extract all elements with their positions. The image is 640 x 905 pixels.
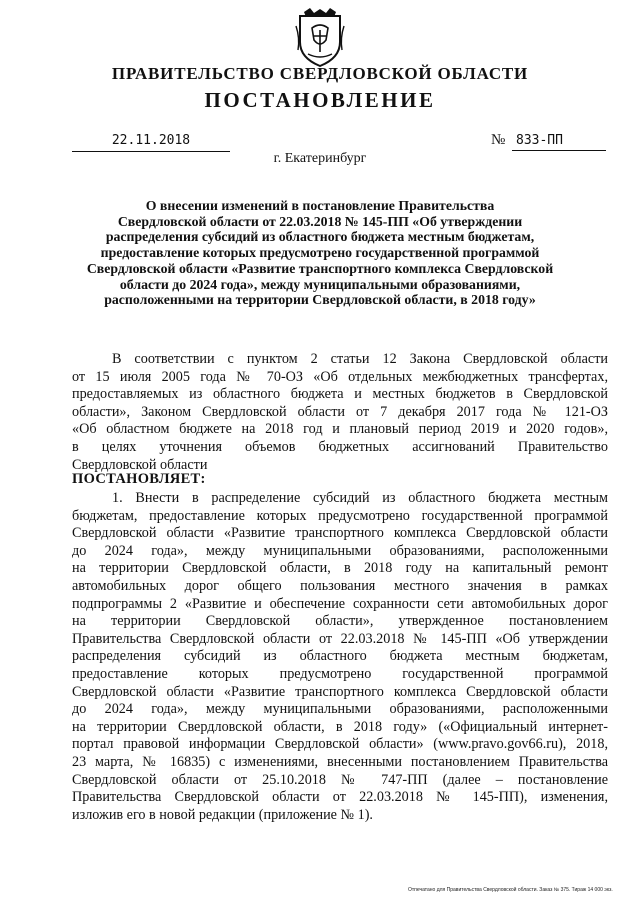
city-name: г. Екатеринбург xyxy=(273,151,367,166)
title-line: Свердловской области «Развитие транспортного комплекса Свердловской xyxy=(86,260,554,276)
item-line: до 2024 года», между муниципальными образованиями, расположенными xyxy=(72,542,608,559)
item-line: Свердловской области «Развитие транспортного комплекса Свердловской области xyxy=(72,525,608,542)
item-line: подпрограммы 2 «Развитие и обеспечение сохранности сети автомобильных дорог xyxy=(72,595,608,612)
item-line: Правительства Свердловской области от 22.03.2018 № 145-ПП «Об утверждении xyxy=(72,630,608,647)
document-type: ПОСТАНОВЛЕНИЕ xyxy=(204,88,436,112)
preamble-line: В соответствии с пунктом 2 статьи 12 Закона Свердловской области xyxy=(112,351,608,367)
document-date: 22.11.2018 xyxy=(72,133,230,152)
item-line: 23 марта, № 16835) с изменениями, внесенными постановлением Правительства xyxy=(72,753,608,770)
item-line: на территории Свердловской области, в 2018 году» («Официальный интернет- xyxy=(72,718,608,735)
item-line: портал правовой информации Свердловской области» (www.pravo.gov66.ru), 2018, xyxy=(72,736,608,753)
preamble-line: Свердловской области xyxy=(72,456,208,473)
title-line: распределения субсидий из областного бюджета местным бюджетам, xyxy=(105,229,535,245)
item-line: Свердловской области от 25.10.2018 № 747-ПП (далее – постановление xyxy=(72,771,608,788)
item-line: распределения субсидий из областного бюджета местным бюджетам, xyxy=(72,648,608,665)
document-title xyxy=(70,198,570,308)
coat-of-arms-icon xyxy=(294,8,346,68)
print-footer: Отпечатано для Правительства Свердловской области. Заказ № 375. Тираж 14 000 экз. xyxy=(408,887,613,893)
preamble-line: области», Законом Свердловской области от 7 декабря 2017 года № 121-ОЗ xyxy=(72,403,608,420)
item-line: автомобильных дорог общего пользования местного значения в рамках xyxy=(72,577,608,594)
title-line: расположенными на территории Свердловской области, в 2018 году» xyxy=(104,292,536,308)
item-line: 1. Внести в распределение субсидий из областного бюджета местным xyxy=(112,490,608,506)
preamble-paragraph xyxy=(72,351,608,474)
document-number: 833-ПП xyxy=(512,133,606,151)
item-1-paragraph xyxy=(72,490,608,824)
item-line: изложив его в новой редакции (приложение № 1). xyxy=(72,806,373,823)
title-line: Свердловской области от 22.03.2018 № 145-ПП «Об утверждении xyxy=(117,213,523,229)
item-line: на территории Свердловской области, в 2018 году на капитальный ремонт xyxy=(72,560,608,577)
preamble-line: от 15 июля 2005 года № 70-ОЗ «Об отдельных межбюджетных трансфертах, xyxy=(72,368,608,385)
preamble-line: предоставляемых из областного бюджета и местных бюджетов в Свердловской xyxy=(72,386,608,403)
item-line: Свердловской области «Развитие транспортного комплекса Свердловской области xyxy=(72,683,608,700)
government-name: ПРАВИТЕЛЬСТВО СВЕРДЛОВСКОЙ ОБЛАСТИ xyxy=(111,64,529,83)
title-line: О внесении изменений в постановление Правительства xyxy=(145,198,495,213)
item-line: до 2024 года», между муниципальными образованиями, расположенными xyxy=(72,701,608,718)
item-line: предоставление которых предусмотрено государственной программой xyxy=(72,665,608,682)
preamble-line: в целях уточнения объемов бюджетных ассигнований Правительство xyxy=(72,438,608,455)
resolve-heading: ПОСТАНОВЛЯЕТ: xyxy=(72,471,206,487)
preamble-line: «Об областном бюджете на 2018 год и плановый период 2019 и 2020 годов», xyxy=(72,421,608,438)
number-label: № xyxy=(491,132,506,148)
item-line: на территории Свердловской области», утвержденное постановлением xyxy=(72,613,608,630)
item-line: Правительства Свердловской области от 22.03.2018 № 145-ПП), изменения, xyxy=(72,789,608,806)
item-line: бюджетам, предоставление которых предусмотрено государственной программой xyxy=(72,507,608,524)
title-line: предоставление которых предусмотрено государственной программой xyxy=(100,245,540,261)
title-line: области до 2024 года», между муниципальными образованиями, xyxy=(119,276,521,292)
